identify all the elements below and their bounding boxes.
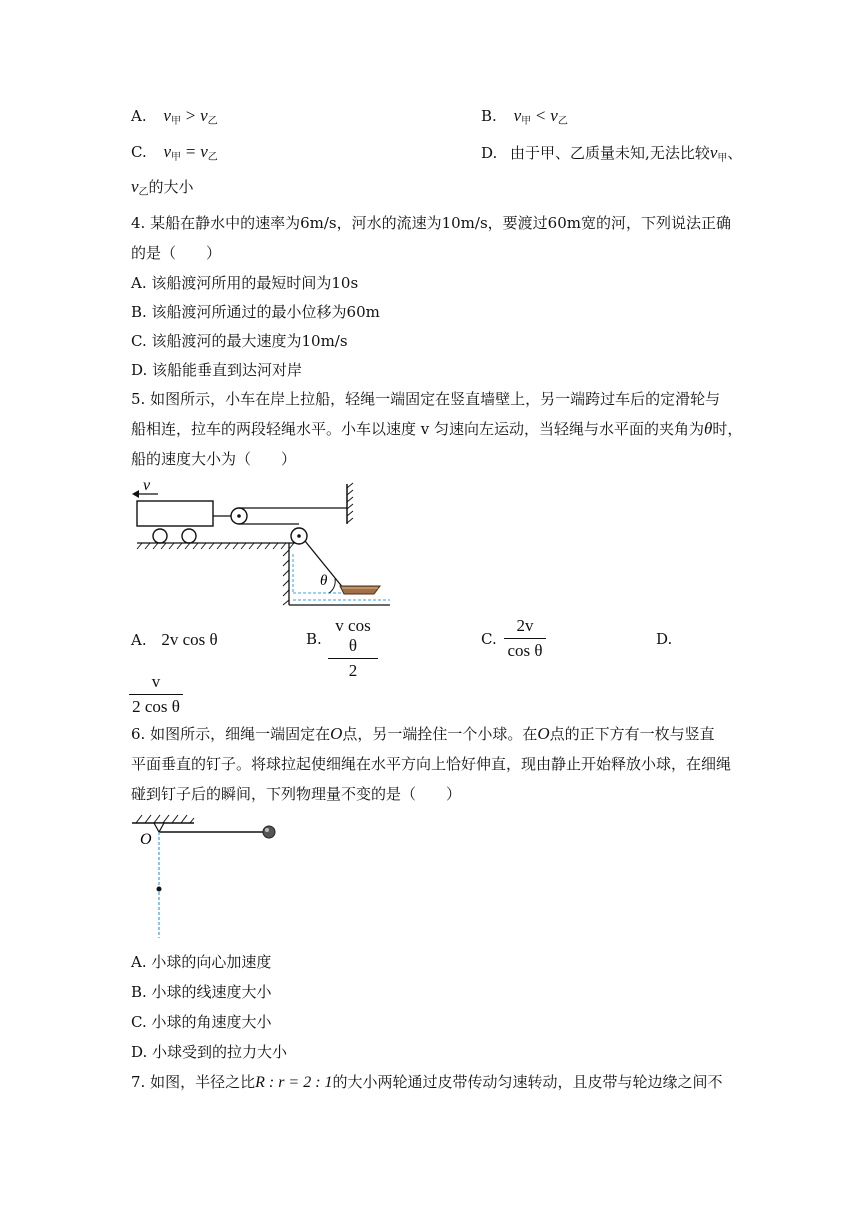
q5-option-b-fraction: v cos θ 2 [328, 616, 378, 681]
cart-body [137, 501, 213, 526]
q5-option-b-label: B. [306, 630, 322, 648]
q3-option-d-cont: $v_乙$的大小 [131, 177, 194, 198]
q6-stem-line2: 平面垂直的钉子。将球拉起使细绳在水平方向上恰好伸直，现由静止开始释放小球，在细绳 [131, 755, 732, 773]
q6-option-c: C. 小球的角速度大小 [131, 1013, 272, 1031]
q5-figure [128, 474, 398, 609]
fig-label-o: O [140, 831, 152, 848]
fig-label-v: v [143, 477, 151, 494]
ground-hatch [137, 543, 294, 549]
q5-option-c-label: C. [481, 630, 497, 648]
cart-wheel [182, 529, 196, 543]
q3-option-a: A. $v_甲 > v_乙$ [131, 106, 218, 127]
q6-stem-line1: 6. 如图所示，细绳一端固定在O点，另一端拴住一个小球。在O点的正下方有一枚与竖直 [131, 724, 715, 743]
ceiling-hatch [136, 815, 194, 823]
q6-stem-line3: 碰到钉子后的瞬间，下列物理量不变的是（ ） [131, 785, 462, 803]
q5-option-d-fraction: v 2 cos θ [129, 672, 183, 717]
cart-wheel [153, 529, 167, 543]
q4-option-b: B. 该船渡河所通过的最小位移为60m [131, 303, 380, 321]
q3-option-c: C. $v_甲 = v_乙$ [131, 142, 218, 163]
pivot-o [154, 823, 164, 832]
q5-stem-line3: 船的速度大小为（ ） [131, 450, 297, 468]
angle-arc [329, 579, 335, 593]
ball [263, 826, 275, 838]
q6-figure [128, 810, 288, 940]
q6-option-b: B. 小球的线速度大小 [131, 983, 272, 1001]
q4-stem-line2: 的是（ ） [131, 244, 222, 262]
q4-option-a: A. 该船渡河所用的最短时间为10s [131, 274, 359, 292]
pulley-axle [297, 534, 301, 538]
q3-option-b: B. $v_甲 < v_乙$ [481, 106, 568, 127]
fig-label-theta: θ [320, 573, 328, 589]
boat [340, 586, 380, 594]
q4-option-d: D. 该船能垂直到达河对岸 [131, 361, 303, 379]
q6-option-a: A. 小球的向心加速度 [131, 953, 272, 971]
q3-option-a-label: A. [131, 107, 147, 125]
nail [157, 887, 162, 892]
q4-option-c: C. 该船渡河的最大速度为10m/s [131, 332, 348, 350]
q3-option-d: D. 由于甲、乙质量未知,无法比较$v_甲$、 [481, 143, 743, 164]
q5-stem-line1: 5. 如图所示，小车在岸上拉船，轻绳一端固定在竖直墙壁上，另一端跨过车后的定滑轮与 [131, 390, 721, 408]
q5-option-c-fraction: 2v cos θ [504, 616, 546, 661]
q3-option-b-label: B. [481, 107, 497, 125]
pulley-axle [237, 514, 241, 518]
q5-option-d-label: D. [656, 630, 673, 648]
q5-option-a: A. 2v cos θ [131, 630, 218, 649]
ball-highlight [265, 828, 269, 832]
arrow-head [132, 490, 139, 498]
q3-option-c-label: C. [131, 143, 147, 161]
wall-hatch [347, 483, 353, 523]
q4-stem-line1: 4. 某船在静水中的速率为6m/s，河水的流速为10m/s，要渡过60m宽的河，下列说法正确 [131, 214, 731, 232]
q3-option-d-label: D. [481, 144, 498, 162]
q5-stem-line2: 船相连，拉车的两段轻绳水平。小车以速度 v 匀速向左运动，当轻绳与水平面的夹角为θ时， [131, 419, 743, 438]
q6-option-d: D. 小球受到的拉力大小 [131, 1043, 288, 1061]
bank-hatch [283, 550, 289, 605]
q7-stem-line1: 7. 如图，半径之比R : r = 2 : 1的大小两轮通过皮带传动匀速转动，且皮带与轮边缘之间不 [131, 1073, 723, 1091]
